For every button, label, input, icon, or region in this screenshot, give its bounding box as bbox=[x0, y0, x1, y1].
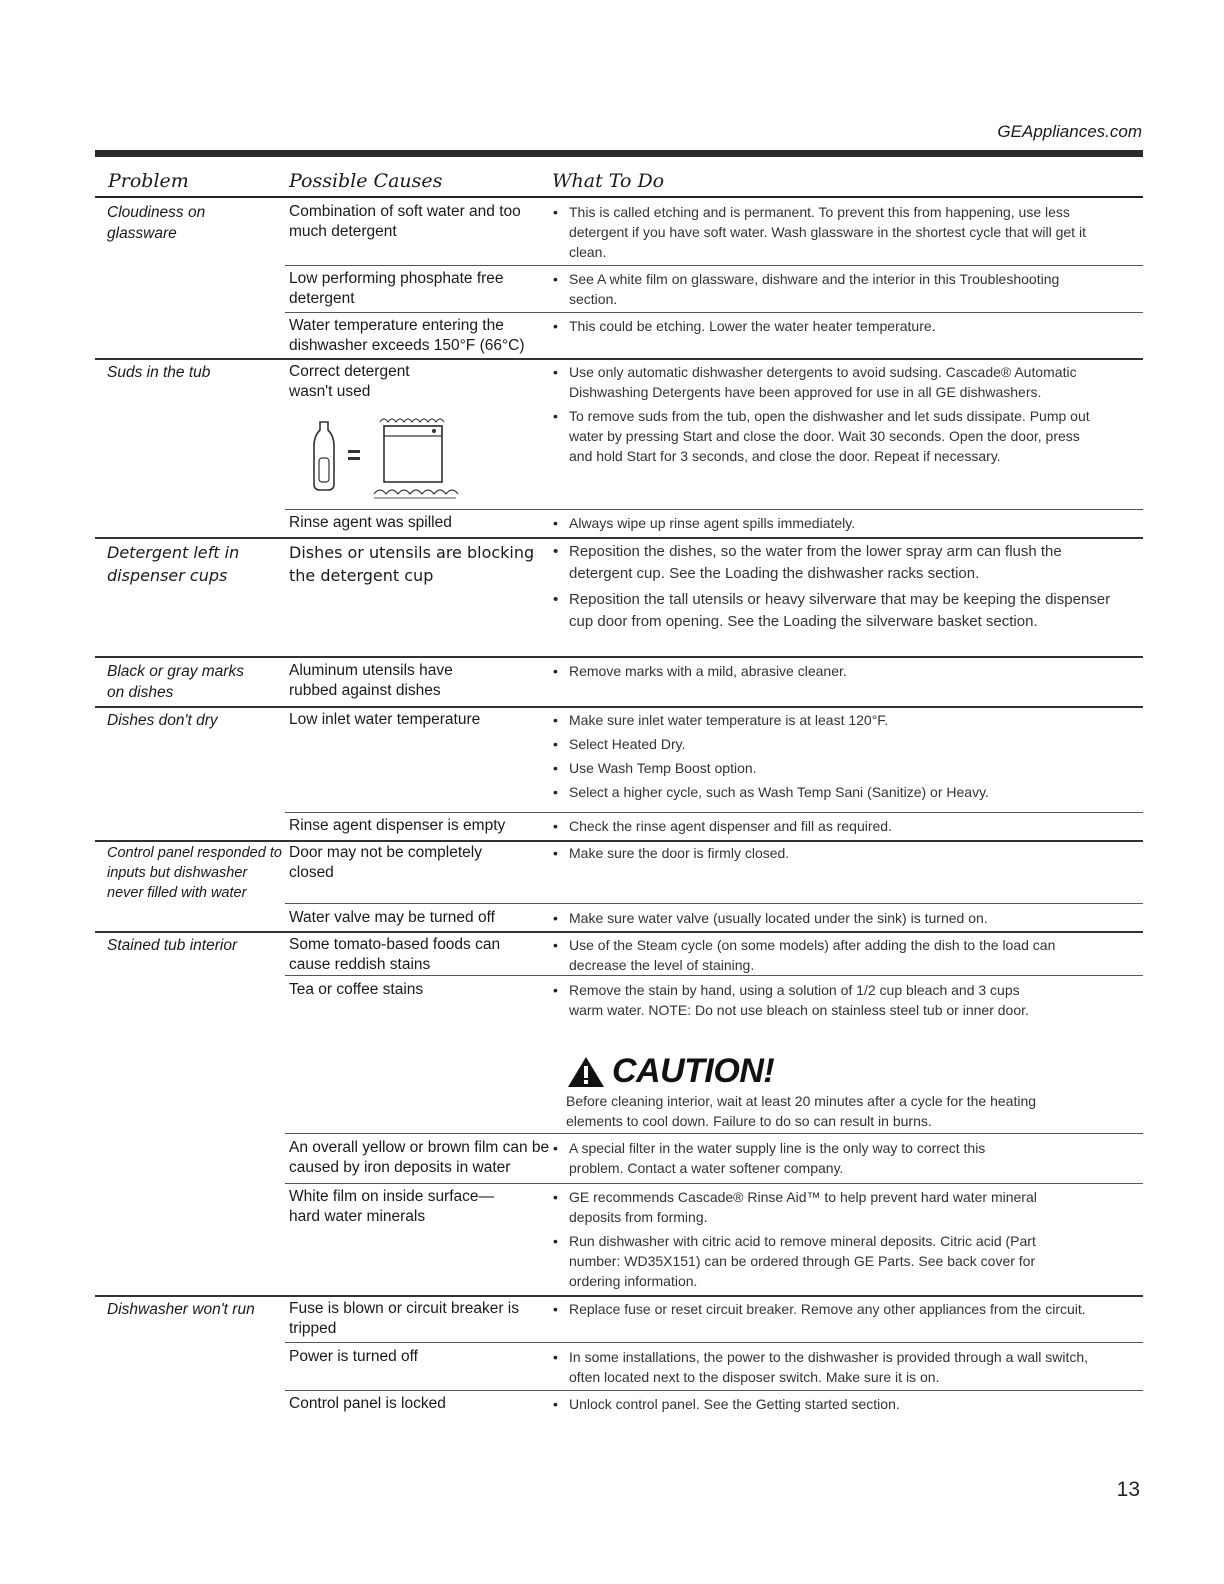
problem-separator bbox=[95, 706, 1143, 708]
todo-item: • Run dishwasher with citric acid to remove mineral deposits. Citric acid (Part number: WD35X151) can be ordered through GE Parts. See back cover for ordering information. bbox=[553, 1231, 1083, 1291]
todo-item: • Use only automatic dishwasher detergents to avoid sudsing. Cascade® Automatic Dishwashing Detergents have been approved for use in all GE dishwashers. bbox=[553, 362, 1098, 402]
todo-item: • Reposition the tall utensils or heavy silverware that may be keeping the dispenser cup door from opening. See the Loading the silverware basket section. bbox=[553, 589, 1113, 633]
detergent-suds-illustration bbox=[310, 410, 460, 502]
todo-item: • Select Heated Dry. bbox=[553, 734, 1128, 754]
todo-list bbox=[553, 1138, 1033, 1182]
todo-item: • A special filter in the water supply line is the only way to correct this problem. Contact a water softener company. bbox=[553, 1138, 1033, 1178]
todo-list bbox=[553, 541, 1113, 637]
todo-list bbox=[553, 843, 1128, 867]
todo-list bbox=[553, 816, 1128, 840]
todo-list bbox=[553, 202, 1093, 266]
equals-icon bbox=[348, 450, 360, 460]
todo-list bbox=[553, 661, 1128, 685]
caution-title: CAUTION! bbox=[612, 1052, 775, 1090]
table-header bbox=[0, 170, 1224, 196]
problem-cell: Cloudiness on glassware bbox=[107, 204, 206, 242]
row-separator bbox=[285, 903, 1143, 904]
header-problem: Problem bbox=[108, 170, 189, 192]
todo-list bbox=[553, 935, 1103, 979]
todo-list bbox=[553, 1299, 1093, 1323]
cause-cell: Tea or coffee stains bbox=[289, 981, 424, 998]
cause-cell: Rinse agent was spilled bbox=[289, 514, 452, 531]
row-separator bbox=[285, 975, 1143, 976]
todo-item: • Remove the stain by hand, using a solution of 1/2 cup bleach and 3 cups warm water. NOTE: Do not use bleach on stainless steel tub or inner door. bbox=[553, 980, 1043, 1020]
todo-item: • This could be etching. Lower the water heater temperature. bbox=[553, 316, 1128, 336]
problem-separator bbox=[95, 358, 1143, 360]
warning-triangle-icon bbox=[566, 1055, 606, 1089]
cause-cell: Water temperature entering the dishwasher exceeds 150°F (66°C) bbox=[289, 317, 525, 354]
row-separator bbox=[285, 1390, 1143, 1391]
todo-item: • Reposition the dishes, so the water from the lower spray arm can flush the detergent cup. See the Loading the dishwasher racks section. bbox=[553, 541, 1113, 585]
detergent-bottle-icon bbox=[314, 422, 334, 490]
todo-item: • Always wipe up rinse agent spills immediately. bbox=[553, 513, 1128, 533]
row-separator bbox=[285, 1183, 1143, 1184]
cause-cell: Control panel is locked bbox=[289, 1395, 446, 1412]
todo-list bbox=[553, 1394, 1128, 1418]
problem-separator bbox=[95, 931, 1143, 933]
todo-item: • This is called etching and is permanent. To prevent this from happening, use less detergent if you have soft water. Wash glassware in the shortest cycle that will get it clean. bbox=[553, 202, 1093, 262]
row-separator bbox=[285, 265, 1143, 266]
todo-item: • Check the rinse agent dispenser and fill as required. bbox=[553, 816, 1128, 836]
problem-cell: Dishwasher won't run bbox=[107, 1301, 255, 1318]
cause-cell: Fuse is blown or circuit breaker is tripped bbox=[289, 1300, 519, 1337]
todo-list bbox=[553, 1187, 1083, 1295]
header-underline bbox=[95, 196, 1143, 198]
todo-list bbox=[553, 980, 1043, 1024]
cause-cell: Water valve may be turned off bbox=[289, 909, 495, 926]
row-separator bbox=[285, 1133, 1143, 1134]
todo-item: • Replace fuse or reset circuit breaker. Remove any other appliances from the circuit. bbox=[553, 1299, 1093, 1319]
problem-separator bbox=[95, 1295, 1143, 1297]
todo-list bbox=[553, 316, 1128, 340]
row-separator bbox=[285, 1342, 1143, 1343]
problem-cell: Detergent left in dispenser cups bbox=[107, 543, 240, 585]
dishwasher-suds-icon bbox=[374, 419, 458, 498]
cause-cell: Low performing phosphate free detergent bbox=[289, 270, 504, 307]
row-separator bbox=[285, 812, 1143, 813]
todo-item: • GE recommends Cascade® Rinse Aid™ to help prevent hard water mineral deposits from forming. bbox=[553, 1187, 1083, 1227]
header-todo: What To Do bbox=[552, 170, 665, 192]
problem-cell: Suds in the tub bbox=[107, 364, 211, 381]
header-causes: Possible Causes bbox=[289, 170, 443, 192]
problem-separator bbox=[95, 656, 1143, 658]
cause-cell: Correct detergent wasn't used bbox=[289, 363, 410, 400]
row-separator bbox=[285, 312, 1143, 313]
problem-cell: Stained tub interior bbox=[107, 937, 238, 954]
cause-cell: Rinse agent dispenser is empty bbox=[289, 817, 506, 834]
todo-item: • Make sure inlet water temperature is at least 120°F. bbox=[553, 710, 1128, 730]
problem-cell: Black or gray marks on dishes bbox=[107, 663, 244, 701]
todo-list bbox=[553, 513, 1128, 537]
todo-item: • Make sure the door is firmly closed. bbox=[553, 843, 1128, 863]
cause-cell: Aluminum utensils have rubbed against dishes bbox=[289, 662, 453, 699]
header-rule bbox=[95, 150, 1143, 157]
todo-item: • Make sure water valve (usually located under the sink) is turned on. bbox=[553, 908, 1128, 928]
todo-list bbox=[553, 908, 1128, 932]
cause-cell: Low inlet water temperature bbox=[289, 711, 481, 728]
todo-item: • Remove marks with a mild, abrasive cleaner. bbox=[553, 661, 1128, 681]
todo-item: • To remove suds from the tub, open the dishwasher and let suds dissipate. Pump out water by pressing Start and close the door. Wait 30 seconds. Open the door, press and hold Start for 3 seconds, and close the door. Repeat if necessary. bbox=[553, 406, 1098, 466]
todo-item: • In some installations, the power to the dishwasher is provided through a wall switch, often located next to the disposer switch. Make sure it is on. bbox=[553, 1347, 1098, 1387]
cause-cell: Combination of soft water and too much detergent bbox=[289, 203, 521, 240]
cause-cell: White film on inside surface— hard water minerals bbox=[289, 1188, 495, 1225]
caution-text: Before cleaning interior, wait at least 20 minutes after a cycle for the heating elements to cool down. Failure to do so can result in burns. bbox=[566, 1093, 1037, 1129]
page-number: 13 bbox=[1116, 1478, 1140, 1501]
problem-cell: Control panel responded to inputs but dishwasher never filled with water bbox=[107, 845, 282, 901]
problem-separator bbox=[95, 840, 1143, 842]
caution-box bbox=[566, 1052, 1086, 1131]
todo-item: • Unlock control panel. See the Getting started section. bbox=[553, 1394, 1128, 1414]
row-separator bbox=[285, 509, 1143, 510]
todo-item: • Select a higher cycle, such as Wash Temp Sani (Sanitize) or Heavy. bbox=[553, 782, 1128, 802]
cause-cell: Power is turned off bbox=[289, 1348, 418, 1365]
todo-item: • Use of the Steam cycle (on some models) after adding the dish to the load can decrease the level of staining. bbox=[553, 935, 1103, 975]
problem-cell: Dishes don't dry bbox=[107, 712, 218, 729]
todo-list bbox=[553, 362, 1098, 470]
todo-item: • See A white film on glassware, dishware and the interior in this Troubleshooting section. bbox=[553, 269, 1073, 309]
todo-item: • Use Wash Temp Boost option. bbox=[553, 758, 1128, 778]
todo-list bbox=[553, 710, 1128, 806]
cause-cell: Some tomato-based foods can cause reddish stains bbox=[289, 936, 501, 973]
todo-list bbox=[553, 269, 1073, 313]
site-url: GEAppliances.com bbox=[997, 122, 1142, 141]
cause-cell: Door may not be completely closed bbox=[289, 844, 482, 881]
cause-cell: Dishes or utensils are blocking the detergent cup bbox=[289, 543, 535, 585]
cause-cell: An overall yellow or brown film can be caused by iron deposits in water bbox=[289, 1139, 550, 1176]
todo-list bbox=[553, 1347, 1098, 1391]
problem-separator bbox=[95, 537, 1143, 539]
